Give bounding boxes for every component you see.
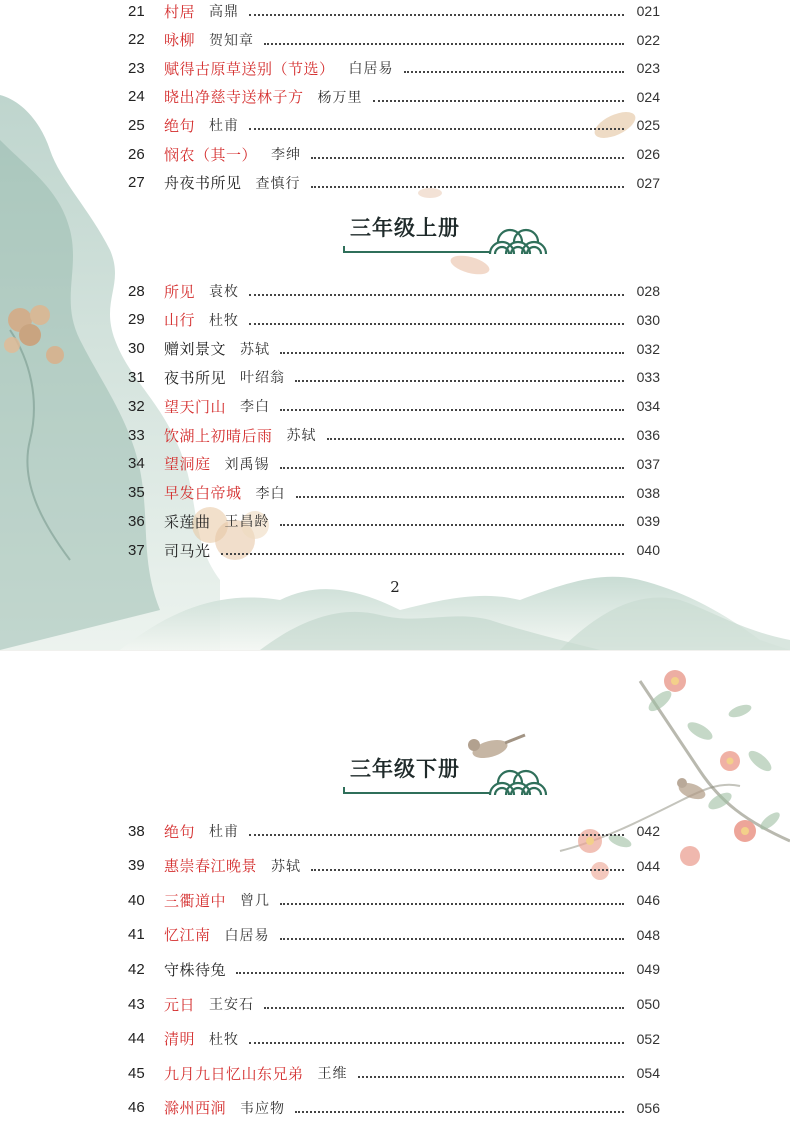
toc-entry[interactable] (128, 537, 660, 563)
entry-page-number: 030 (636, 311, 660, 328)
dot-leader (295, 376, 624, 382)
toc-entry[interactable] (128, 508, 660, 534)
entry-page-number: 040 (636, 542, 660, 559)
entry-page-number: 049 (636, 961, 660, 978)
entry-page-number: 021 (636, 3, 660, 19)
entry-page-number: 050 (636, 996, 660, 1012)
entry-author: 李白 (240, 399, 271, 416)
toc-entry[interactable] (128, 1095, 660, 1121)
entry-author: 王昌龄 (224, 514, 270, 531)
entry-title: 所见 (164, 282, 196, 301)
entry-title: 咏柳 (164, 31, 196, 50)
dot-leader (358, 1072, 624, 1078)
entry-number: 34 (128, 455, 145, 473)
entry-author: 杨万里 (317, 89, 363, 106)
dot-leader (311, 182, 624, 188)
dot-leader (221, 549, 624, 555)
toc-entry[interactable] (128, 1060, 660, 1086)
entry-number: 28 (128, 282, 145, 300)
toc-entry[interactable] (128, 393, 660, 419)
entry-title: 惠崇春江晚景 (164, 857, 258, 876)
entry-author: 王安石 (209, 997, 255, 1013)
toc-entry[interactable] (128, 887, 660, 913)
entry-title: 绝句 (164, 822, 196, 841)
entry-author: 苏轼 (286, 428, 317, 444)
entry-number: 21 (128, 2, 145, 20)
entry-title: 晓出净慈寺送林子方 (164, 88, 304, 107)
toc-entry[interactable] (128, 364, 660, 390)
entry-author: 王维 (317, 1066, 348, 1083)
dot-leader (249, 319, 624, 325)
toc-entry[interactable] (128, 922, 660, 948)
dot-leader (236, 968, 624, 974)
dot-leader (311, 865, 624, 871)
entry-title: 三衢道中 (164, 891, 227, 910)
entry-page-number: 032 (636, 340, 660, 357)
dot-leader (264, 1003, 624, 1009)
entry-title: 元日 (164, 995, 196, 1014)
section-heading-grade3-lower (340, 751, 570, 801)
entry-number: 36 (128, 512, 145, 530)
entry-page-number: 027 (636, 174, 660, 191)
page-number: 2 (390, 578, 400, 596)
entry-page-number: 034 (636, 398, 660, 415)
entry-title: 舟夜书所见 (164, 174, 242, 193)
entry-number: 45 (128, 1064, 145, 1082)
entry-title: 采莲曲 (164, 512, 211, 531)
entry-number: 42 (128, 960, 145, 978)
entry-author: 刘禹锡 (224, 456, 270, 473)
entry-page-number: 023 (636, 60, 660, 77)
entry-number: 31 (128, 368, 145, 386)
entry-author: 白居易 (224, 927, 270, 944)
toc-entry[interactable] (128, 84, 660, 110)
dot-leader (327, 434, 624, 440)
dot-leader (280, 463, 624, 469)
entry-author: 苏轼 (271, 858, 302, 875)
entry-page-number: 037 (636, 455, 660, 472)
entry-page-number: 048 (636, 926, 660, 943)
entry-author: 韦应物 (240, 1100, 286, 1117)
dot-leader (280, 899, 624, 905)
entry-number: 25 (128, 116, 145, 134)
entry-author: 叶绍翁 (240, 370, 286, 387)
dot-leader (249, 830, 624, 836)
toc-entry[interactable] (128, 141, 660, 167)
entry-title: 望天门山 (164, 397, 227, 416)
toc-entry[interactable] (128, 0, 660, 24)
entry-number: 27 (128, 174, 145, 192)
entry-title: 守株待兔 (164, 960, 227, 979)
dot-leader (249, 1038, 624, 1044)
dot-leader (280, 348, 624, 354)
toc-entry[interactable] (128, 112, 660, 138)
entry-number: 38 (128, 822, 145, 840)
entry-title: 饮湖上初晴后雨 (164, 426, 273, 445)
entry-number: 23 (128, 59, 145, 77)
toc-entry[interactable] (128, 336, 660, 362)
dot-leader (280, 520, 624, 526)
entry-number: 30 (128, 340, 145, 358)
section-heading-label: 三年级下册 (350, 756, 460, 781)
toc-entry[interactable] (128, 307, 660, 333)
entry-title: 村居 (164, 2, 196, 21)
dot-leader (249, 124, 624, 130)
entry-number: 46 (128, 1099, 145, 1117)
entry-number: 35 (128, 484, 145, 502)
toc-entry[interactable] (128, 853, 660, 879)
entry-number: 44 (128, 1030, 145, 1048)
entry-page-number: 042 (636, 823, 660, 839)
entry-author: 曾几 (240, 893, 271, 910)
dot-leader (249, 290, 624, 296)
entry-title: 司马光 (164, 541, 211, 560)
entry-title: 清明 (164, 1030, 196, 1049)
section-heading-label: 三年级上册 (350, 215, 460, 240)
entry-author: 杜甫 (209, 824, 240, 840)
entry-number: 29 (128, 311, 145, 329)
entry-page-number: 052 (636, 1030, 660, 1047)
dot-leader (296, 492, 624, 498)
entry-title: 望洞庭 (164, 455, 211, 474)
entry-number: 41 (128, 926, 145, 944)
entry-author: 杜牧 (209, 1031, 240, 1048)
toc-entry[interactable] (128, 422, 660, 448)
entry-title: 早发白帝城 (164, 484, 242, 503)
toc-entry[interactable] (128, 1026, 660, 1052)
entry-page-number: 046 (636, 892, 660, 909)
entry-page-number: 028 (636, 283, 660, 299)
toc-entry[interactable] (128, 480, 660, 506)
entry-title: 悯农（其一） (164, 145, 258, 164)
entry-title: 滁州西涧 (164, 1099, 227, 1118)
entry-number: 26 (128, 145, 145, 163)
entry-title: 九月九日忆山东兄弟 (164, 1064, 304, 1083)
entry-author: 贺知章 (209, 32, 255, 49)
entry-author: 杜甫 (209, 118, 240, 135)
entry-number: 22 (128, 31, 145, 49)
entry-number: 39 (128, 857, 145, 875)
toc-entry[interactable] (128, 956, 660, 982)
entry-number: 32 (128, 397, 145, 415)
entry-title: 赠刘景文 (164, 340, 227, 359)
toc-entry[interactable] (128, 278, 660, 304)
entry-author: 查慎行 (255, 175, 301, 192)
entry-author: 白居易 (348, 61, 394, 78)
entry-page-number: 036 (636, 427, 660, 443)
dot-leader (404, 67, 624, 73)
entry-author: 袁枚 (209, 284, 240, 300)
toc-entry[interactable] (128, 818, 660, 844)
entry-number: 33 (128, 426, 145, 444)
entry-title: 绝句 (164, 116, 196, 135)
entry-page-number: 038 (636, 484, 660, 501)
entry-page-number: 024 (636, 88, 660, 105)
entry-title: 赋得古原草送别（节选） (164, 59, 335, 78)
entry-page-number: 025 (636, 117, 660, 134)
dot-leader (373, 96, 624, 102)
toc-entry[interactable] (128, 991, 660, 1017)
dot-leader (280, 934, 624, 940)
entry-page-number: 039 (636, 513, 660, 530)
entry-number: 40 (128, 891, 145, 909)
entry-page-number: 033 (636, 369, 660, 386)
entry-title: 忆江南 (164, 926, 211, 945)
toc-entry[interactable] (128, 170, 660, 196)
dot-leader (249, 10, 624, 16)
dot-leader (295, 1107, 624, 1113)
dot-leader (280, 405, 624, 411)
entry-author: 高鼎 (209, 4, 240, 20)
entry-author: 杜牧 (209, 312, 240, 329)
section-heading-grade3-upper (340, 210, 570, 260)
toc-entry[interactable] (128, 55, 660, 81)
entry-number: 24 (128, 88, 145, 106)
dot-leader (264, 39, 624, 45)
toc-entry[interactable] (128, 27, 660, 53)
entry-page-number: 054 (636, 1065, 660, 1082)
entry-page-number: 056 (636, 1099, 660, 1116)
dot-leader (311, 153, 624, 159)
toc-page-2 (0, 650, 790, 1118)
entry-author: 苏轼 (240, 341, 271, 358)
entry-page-number: 022 (636, 31, 660, 48)
entry-page-number: 044 (636, 857, 660, 874)
entry-title: 夜书所见 (164, 368, 227, 387)
entry-title: 山行 (164, 311, 196, 330)
entry-page-number: 026 (636, 146, 660, 162)
entry-author: 李绅 (271, 147, 302, 163)
entry-number: 43 (128, 995, 145, 1013)
entry-author: 李白 (255, 485, 286, 502)
toc-entry[interactable] (128, 451, 660, 477)
entry-number: 37 (128, 541, 145, 559)
